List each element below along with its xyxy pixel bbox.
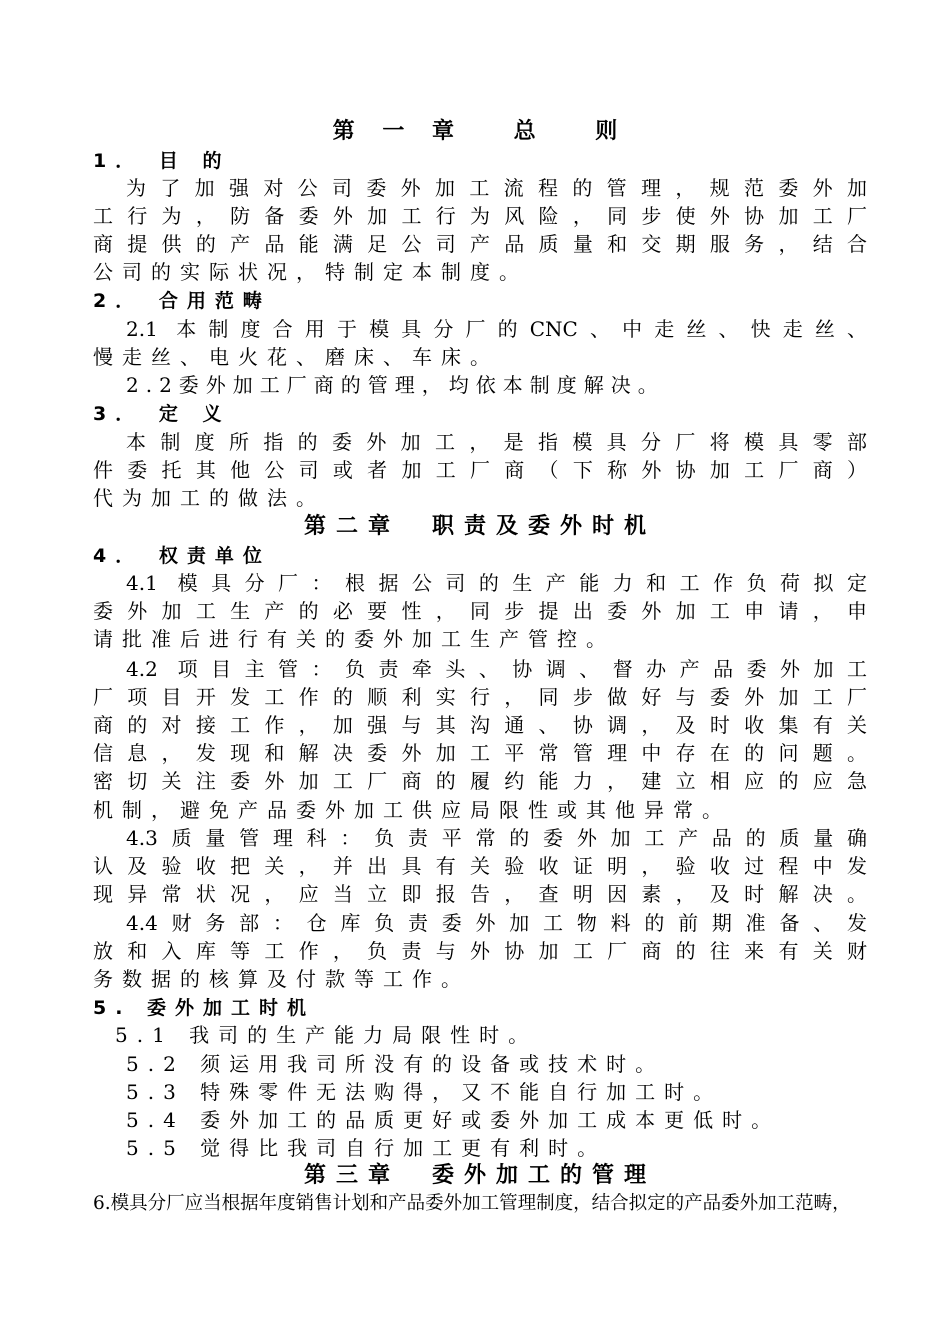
paragraph-line: 慢走丝、电火花、磨床、车床。 [93, 345, 499, 369]
paragraph-line: 委外加工生产的必要性，同步提出委外加工申请，申 [93, 599, 867, 623]
paragraph-line: 商的对接工作，加强与其沟通、协调，及时收集有关 [93, 713, 867, 737]
list-item: 5.1 我司的生产能力局限性时。 [115, 1023, 538, 1047]
list-item: 5.5 觉得比我司自行加工更有利时。 [126, 1136, 607, 1160]
paragraph-line: 密切关注委外加工厂商的履约能力，建立相应的应急 [93, 769, 867, 793]
section-6-number: 6. [93, 1193, 111, 1214]
section-6-paragraph [93, 1190, 867, 1218]
paragraph-line: 代为加工的做法。 [93, 486, 325, 510]
paragraph-line: 4.1 模具分厂：根据公司的生产能力和工作负荷拟定 [126, 571, 867, 595]
list-item: 5.2 须运用我司所没有的设备或技术时。 [126, 1052, 665, 1076]
list-item: 5.4 委外加工的品质更好或委外加工成本更低时。 [126, 1108, 781, 1132]
paragraph-line: 认及验收把关，并出具有关验收证明，验收过程中发 [93, 854, 867, 878]
paragraph-line: 工行为，防备委外加工行为风险，同步使外协加工厂 [93, 204, 867, 228]
paragraph-line: 放和入库等工作，负责与外协加工厂商的往来有关财 [93, 939, 867, 963]
paragraph-line: 现异常状况，应当立即报告，查明因素，及时解决。 [93, 882, 867, 906]
chapter-1-title: 第 一 章 总 则 [332, 119, 628, 144]
list-item: 5.3 特殊零件无法购得，又不能自行加工时。 [126, 1080, 723, 1104]
section-5-heading: 5. 委外加工时机 [93, 997, 316, 1019]
section-6-text: 模具分厂应当根据年度销售计划和产品委外加工管理制度，结合拟定的产品委外加工范畴， [110, 1193, 851, 1214]
section-1-heading: 1． 目 的 [93, 150, 231, 172]
paragraph-line: 机制，避免产品委外加工供应局限性或其他异常。 [93, 798, 731, 822]
paragraph-line: 务数据的核算及付款等工作。 [93, 967, 470, 991]
paragraph-line: 厂项目开发工作的顺利实行，同步做好与委外加工厂 [93, 685, 867, 709]
paragraph-line: 2.2委外加工厂商的管理，均依本制度解决。 [126, 373, 665, 397]
paragraph-line: 为了加强对公司委外加工流程的管理，规范委外加 [126, 176, 867, 200]
section-2-heading: 2． 合用范畴 [93, 290, 271, 312]
paragraph-line: 公司的实际状况，特制定本制度。 [93, 260, 528, 284]
paragraph-line: 商提供的产品能满足公司产品质量和交期服务，结合 [93, 232, 867, 256]
paragraph-line: 4.3质量管理科：负责平常的委外加工产品的质量确 [126, 826, 867, 850]
paragraph-line: 件委托其他公司或者加工厂商（下称外协加工厂商） [93, 458, 867, 482]
chapter-2-title: 第二章 职责及委外时机 [303, 514, 656, 539]
section-3-heading: 3． 定 义 [93, 403, 231, 425]
paragraph-line: 4.4财务部：仓库负责委外加工物料的前期准备、发 [126, 911, 867, 935]
section-4-heading: 4． 权责单位 [93, 545, 271, 567]
paragraph-line: 信息，发现和解决委外加工平常管理中存在的问题。 [93, 741, 867, 765]
paragraph-line: 4.2 项目主管：负责牵头、协调、督办产品委外加工 [126, 657, 867, 681]
paragraph-line: 请批准后进行有关的委外加工生产管控。 [93, 627, 615, 651]
paragraph-line: 2.1 本制度合用于模具分厂的CNC、中走丝、快走丝、 [126, 317, 867, 341]
paragraph-line: 本制度所指的委外加工，是指模具分厂将模具零部 [126, 430, 867, 454]
chapter-3-title: 第三章 委外加工的管理 [303, 1163, 656, 1188]
